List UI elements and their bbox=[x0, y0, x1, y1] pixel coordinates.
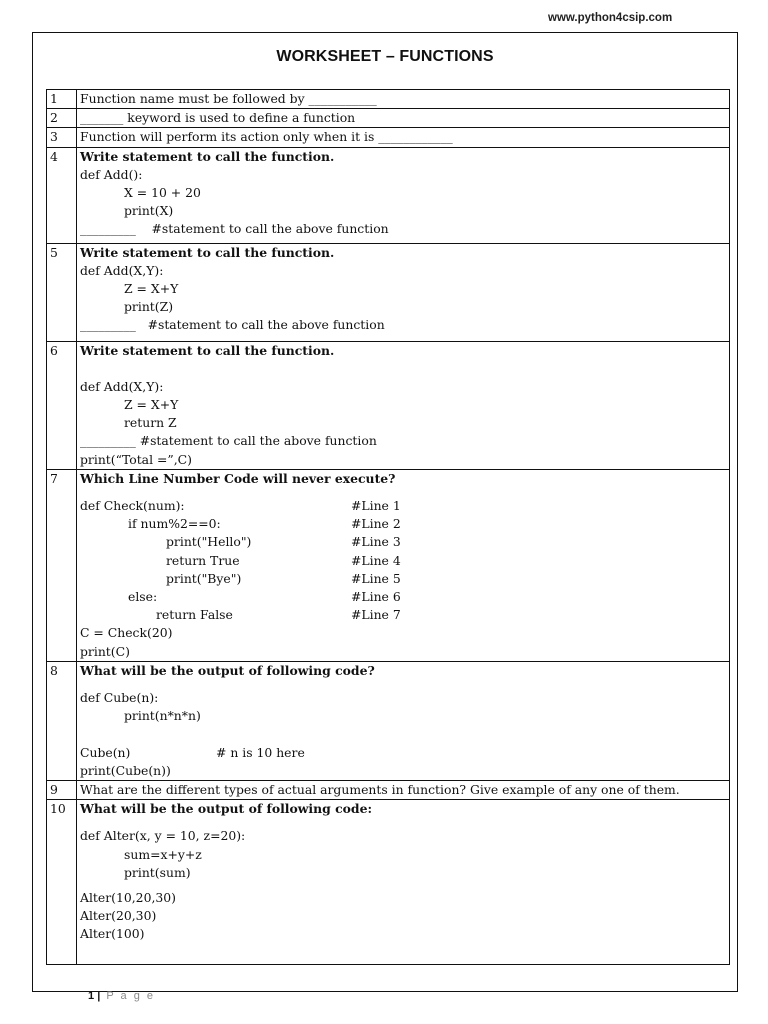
code-line: Cube(n) # n is 10 here bbox=[80, 744, 726, 762]
code-line: if num%2==0: #Line 2 bbox=[80, 515, 726, 533]
question-heading: Write statement to call the function. bbox=[80, 148, 335, 164]
footer-separator: | bbox=[97, 990, 101, 1002]
line-label: #Line 1 bbox=[351, 498, 401, 514]
code-line: return True #Line 4 bbox=[80, 552, 726, 570]
question-number: 8 bbox=[47, 661, 77, 780]
code-line: print(X) bbox=[124, 203, 174, 219]
code-line: print(sum) bbox=[124, 864, 191, 880]
question-number: 5 bbox=[47, 243, 77, 341]
question-number: 7 bbox=[47, 469, 77, 661]
page-word: P a g e bbox=[106, 990, 155, 1002]
code-line: Alter(20,30) bbox=[80, 908, 157, 924]
code-line: X = 10 + 20 bbox=[124, 185, 201, 201]
site-url[interactable]: www.python4csip.com bbox=[548, 12, 673, 24]
question-body bbox=[77, 800, 730, 964]
line-label: #Line 5 bbox=[351, 570, 401, 586]
question-row-3 bbox=[47, 128, 730, 147]
code-line: sum=x+y+z bbox=[124, 846, 202, 862]
code-comment: # n is 10 here bbox=[216, 744, 305, 760]
question-body bbox=[77, 341, 730, 469]
question-number: 3 bbox=[47, 128, 77, 147]
question-text: _______ keyword is used to define a function bbox=[77, 109, 730, 128]
code-line: print(C) bbox=[80, 643, 130, 659]
question-body bbox=[77, 661, 730, 780]
question-row-5 bbox=[47, 243, 730, 341]
question-body bbox=[77, 469, 730, 661]
code-line: print(n*n*n) bbox=[124, 708, 201, 724]
line-label: #Line 3 bbox=[351, 534, 401, 550]
line-label: #Line 6 bbox=[351, 589, 401, 605]
code-line: def Add(X,Y): bbox=[80, 262, 164, 278]
code-line: print(Cube(n)) bbox=[80, 762, 171, 778]
line-label: #Line 2 bbox=[351, 516, 401, 532]
question-row-2 bbox=[47, 109, 730, 128]
question-text: Function will perform its action only when it is ____________ bbox=[77, 128, 730, 147]
question-body bbox=[77, 147, 730, 243]
questions-table bbox=[46, 89, 730, 965]
code-line: def Alter(x, y = 10, z=20): bbox=[80, 828, 246, 844]
code-line: def Cube(n): bbox=[80, 690, 159, 706]
question-row-10 bbox=[47, 800, 730, 964]
question-row-4 bbox=[47, 147, 730, 243]
question-heading: What will be the output of following code? bbox=[80, 662, 375, 678]
question-row-7 bbox=[47, 469, 730, 661]
code-line: C = Check(20) bbox=[80, 625, 173, 641]
code-line: print("Bye") #Line 5 bbox=[80, 570, 726, 588]
question-text: Function name must be followed by ___________ bbox=[77, 90, 730, 109]
question-heading: Write statement to call the function. bbox=[80, 244, 335, 260]
code-line: _________ #statement to call the above function bbox=[80, 317, 385, 333]
code-line: Alter(10,20,30) bbox=[80, 889, 176, 905]
code-line: def Check(num): #Line 1 bbox=[80, 497, 726, 515]
question-text: What are the different types of actual arguments in function? Give example of any one of them. bbox=[77, 780, 730, 799]
code-line: def Add(): bbox=[80, 166, 143, 182]
question-number: 4 bbox=[47, 147, 77, 243]
question-heading: Write statement to call the function. bbox=[80, 342, 335, 358]
code-line: Alter(100) bbox=[80, 926, 145, 942]
question-heading: Which Line Number Code will never execute? bbox=[80, 470, 396, 486]
question-number: 1 bbox=[47, 90, 77, 109]
page-number: 1 bbox=[88, 990, 95, 1002]
question-body bbox=[77, 243, 730, 341]
worksheet-title: WORKSHEET – FUNCTIONS bbox=[276, 48, 494, 65]
question-number: 6 bbox=[47, 341, 77, 469]
code-line: print(Z) bbox=[124, 299, 174, 315]
code-line: _________ #statement to call the above function bbox=[80, 433, 377, 449]
code-line: print(“Total =”,C) bbox=[80, 451, 192, 467]
question-number: 10 bbox=[47, 800, 77, 964]
line-label: #Line 7 bbox=[351, 607, 401, 623]
page-footer bbox=[88, 990, 155, 1002]
question-row-6 bbox=[47, 341, 730, 469]
code-line: Z = X+Y bbox=[124, 397, 179, 413]
code-line: return False #Line 7 bbox=[80, 606, 726, 624]
question-number: 9 bbox=[47, 780, 77, 799]
code-line: else: #Line 6 bbox=[80, 588, 726, 606]
code-line: return Z bbox=[124, 415, 177, 431]
worksheet-frame bbox=[32, 32, 738, 992]
code-line: _________ #statement to call the above function bbox=[80, 221, 389, 237]
question-row-8 bbox=[47, 661, 730, 780]
question-heading: What will be the output of following code: bbox=[80, 801, 373, 817]
code-line: Z = X+Y bbox=[124, 281, 179, 297]
question-number: 2 bbox=[47, 109, 77, 128]
question-row-1 bbox=[47, 90, 730, 109]
code-line: print("Hello") #Line 3 bbox=[80, 533, 726, 551]
question-row-9 bbox=[47, 780, 730, 799]
line-label: #Line 4 bbox=[351, 552, 401, 568]
code-line: def Add(X,Y): bbox=[80, 378, 164, 394]
